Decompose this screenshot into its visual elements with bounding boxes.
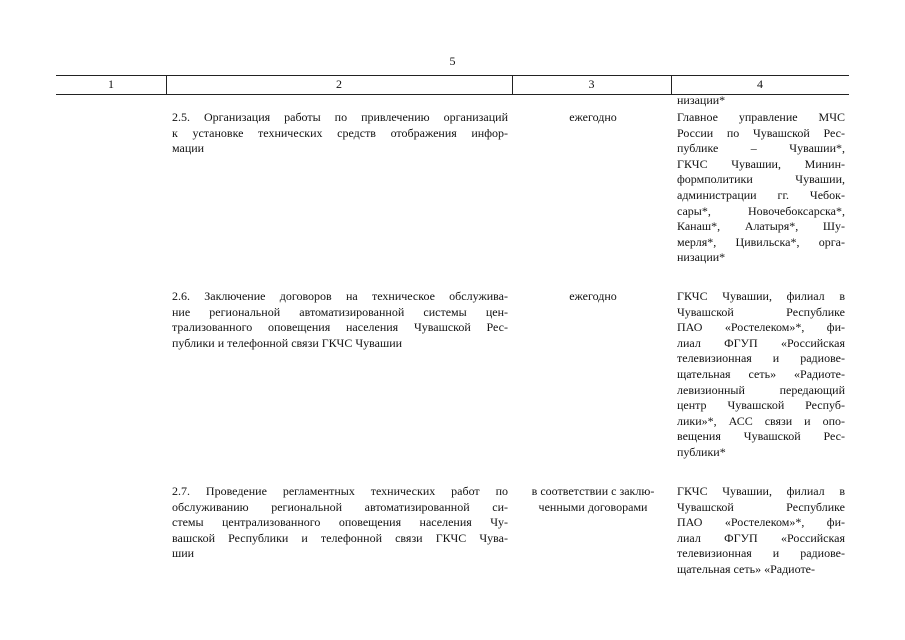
task-line: стемы централизованного оповещения населения Чу- [172, 515, 508, 530]
executor-cell [677, 110, 845, 266]
task-line: мации [172, 141, 205, 156]
executor-line: ПАО «Ростелеком»*, фи- [677, 515, 845, 530]
executor-cell [677, 289, 845, 461]
header-col-4: 4 [757, 77, 763, 91]
executor-line: России по Чувашской Рес- [677, 125, 845, 140]
term-cell [516, 110, 670, 126]
executor-line: Канаш*, Алатыря*, Шу- [677, 219, 845, 234]
executor-line: щательная сеть» «Радиоте- [677, 366, 845, 381]
executor-line: формполитики Чувашии, [677, 172, 845, 187]
task-line: обслуживанию региональной автоматизированной си- [172, 499, 508, 514]
executor-line: Чувашской Республике [677, 499, 845, 514]
task-cell [172, 110, 508, 157]
executor-line: щательная сеть» «Радиоте- [677, 561, 816, 576]
task-line: 2.5. Организация работы по привлечению организаций [172, 110, 508, 124]
executor-line: лиал ФГУП «Российская [677, 335, 845, 350]
executor-line: телевизионная и радиове- [677, 546, 845, 561]
executor-cell [677, 484, 845, 578]
task-line: 2.7. Проведение регламентных технических работ по [172, 484, 508, 498]
header-col-3: 3 [588, 77, 595, 91]
term-cell [516, 484, 670, 515]
executor-line: Чувашской Республике [677, 304, 845, 319]
executor-line: низации* [677, 250, 726, 265]
table-header [56, 75, 849, 95]
term-line: в соответствии с заклю- [531, 484, 655, 498]
task-line: к установке технических средств отображения инфор- [172, 125, 508, 140]
executor-line: лиал ФГУП «Российская [677, 530, 845, 545]
executor-line: администрации гг. Чебок- [677, 187, 845, 202]
executor-line: ГКЧС Чувашии, Минин- [677, 156, 845, 171]
task-line: ние региональной автоматизированной системы цен- [172, 304, 508, 319]
task-line: 2.6. Заключение договоров на техническое обслужива- [172, 289, 508, 303]
executor-line: телевизионная и радиове- [677, 351, 845, 366]
executor-line: сары*, Новочебоксарска*, [677, 203, 845, 218]
executor-line: ГКЧС Чувашии, филиал в [677, 289, 845, 303]
task-line: трализованного оповещения населения Чувашской Рес- [172, 320, 508, 335]
term-cell [516, 289, 670, 305]
header-col-2: 2 [336, 77, 342, 91]
task-cell [172, 484, 508, 562]
term-line: ежегодно [569, 110, 617, 124]
carry-over-text: низации* [677, 93, 726, 107]
executor-line: вещения Чувашской Рес- [677, 429, 845, 444]
executor-line: Главное управление МЧС [677, 110, 845, 124]
executor-line: публике – Чувашии*, [677, 141, 845, 156]
executor-line: мерля*, Цивильска*, орга- [677, 234, 845, 249]
executor-line: лики»*, АСС связи и опо- [677, 413, 845, 428]
term-line: ежегодно [569, 289, 617, 303]
executor-line: центр Чувашской Респуб- [677, 398, 845, 413]
page-number: 5 [449, 54, 456, 68]
term-line: ченными договорами [538, 499, 648, 514]
header-col-1: 1 [108, 77, 114, 91]
task-line: шии [172, 546, 195, 561]
task-cell [172, 289, 508, 351]
task-line: публики и телефонной связи ГКЧС Чувашии [172, 335, 403, 350]
executor-line: публики* [677, 444, 726, 459]
executor-line: ПАО «Ростелеком»*, фи- [677, 320, 845, 335]
executor-line: ГКЧС Чувашии, филиал в [677, 484, 845, 498]
task-line: вашской Республики и телефонной связи ГКЧС Чува- [172, 530, 508, 545]
executor-line: левизионный передающий [677, 382, 845, 397]
